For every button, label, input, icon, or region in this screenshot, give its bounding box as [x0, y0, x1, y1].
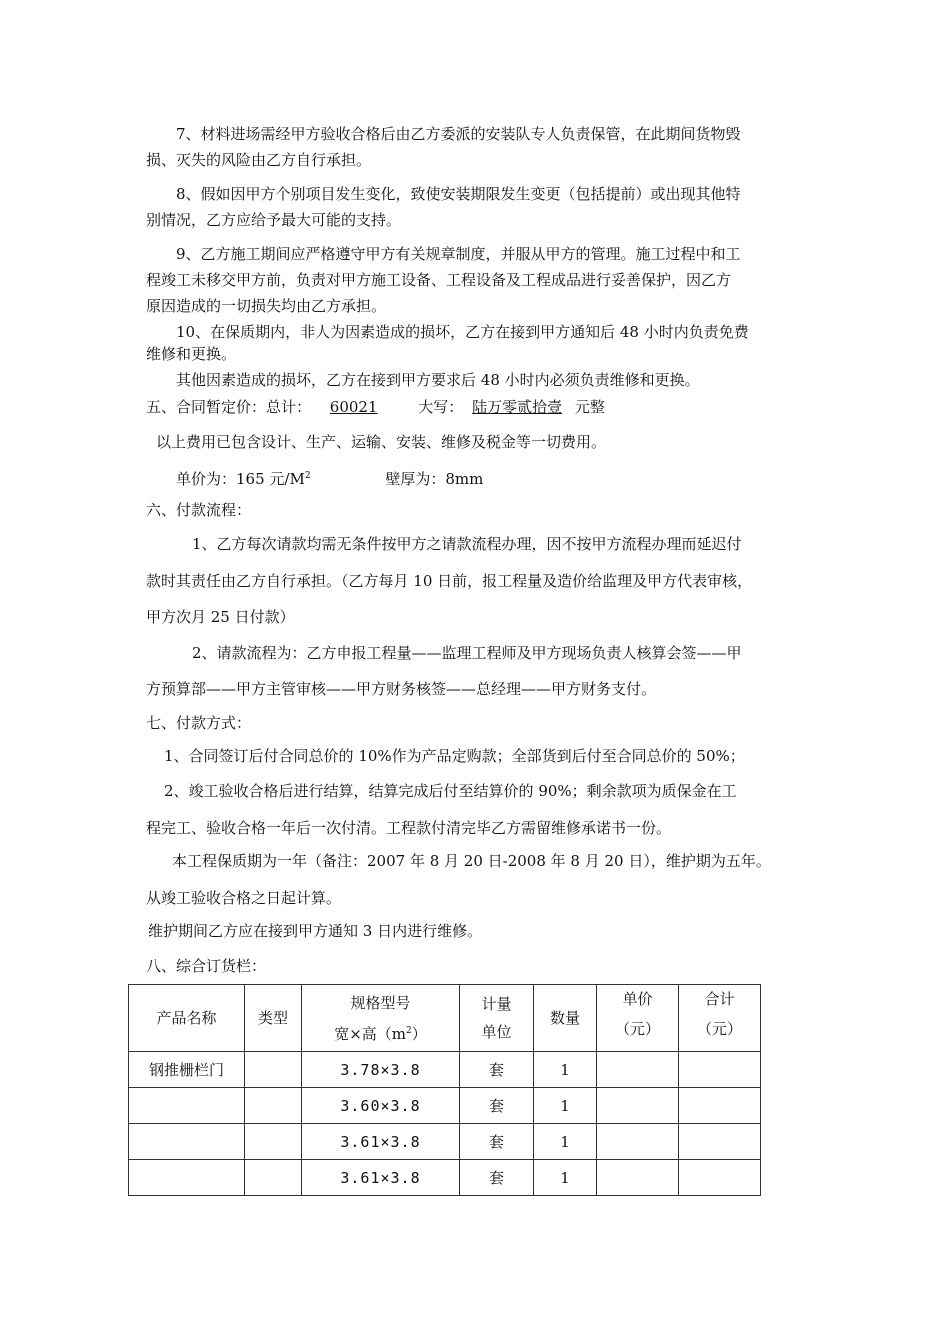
cell-total	[679, 1124, 761, 1160]
cell-unit-price	[597, 1088, 679, 1124]
cell-type	[245, 1160, 302, 1196]
clause-7-line-2: 损、灭失的风险由乙方自行承担。	[146, 151, 372, 169]
cell-type	[245, 1052, 302, 1088]
section-8-heading: 八、综合订货栏：	[146, 957, 267, 975]
header-spec-line-1: 规格型号	[350, 993, 411, 1012]
cell-total	[679, 1052, 761, 1088]
cell-spec: 3.61×3.8	[302, 1124, 460, 1160]
daxie-suffix: 元整	[574, 398, 605, 416]
header-total-line-1: 合计	[704, 990, 735, 1008]
cell-unit: 套	[460, 1160, 534, 1196]
header-qty: 数量	[534, 985, 597, 1052]
header-spec-dim: 宽×高（m	[334, 1024, 407, 1043]
unit-price-line	[176, 466, 483, 489]
maintenance-response: 维护期间乙方应在接到甲方通知 3 日内进行维修。	[148, 922, 483, 940]
cell-product-name	[129, 1088, 245, 1124]
header-total-line-2: （元）	[696, 1020, 742, 1038]
contract-price-line	[146, 397, 605, 417]
cell-product-name: 钢推栅栏门	[129, 1052, 245, 1088]
contract-total-value: 60021	[329, 398, 378, 416]
table-row	[129, 1052, 761, 1088]
fee-inclusion-note: 以上费用已包含设计、生产、运输、安装、维修及税金等一切费用。	[156, 433, 607, 451]
cell-qty: 1	[534, 1160, 597, 1196]
payment-flow-2-line-1: 2、请款流程为：乙方申报工程量——监理工程师及甲方现场负责人核算会签——甲	[192, 644, 742, 662]
payment-flow-1-line-3: 甲方次月 25 日付款）	[146, 608, 295, 626]
header-spec-close: ）	[411, 1024, 427, 1043]
wall-thickness: 壁厚为：8mm	[385, 470, 484, 488]
cell-qty: 1	[534, 1088, 597, 1124]
header-type: 类型	[245, 985, 302, 1052]
cell-unit: 套	[460, 1052, 534, 1088]
clause-9-line-2: 程竣工未移交甲方前，负责对甲方施工设备、工程设备及工程成品进行妥善保护，因乙方	[146, 271, 732, 289]
clause-9-line-3: 原因造成的一切损失均由乙方承担。	[146, 297, 387, 315]
cell-product-name	[129, 1160, 245, 1196]
header-spec-superscript: 2	[406, 1025, 412, 1036]
header-spec-line-2	[302, 1021, 459, 1044]
contract-price-label: 五、合同暂定价：总计：	[146, 398, 312, 416]
table-row	[129, 1088, 761, 1124]
header-unit-line-1: 计量	[481, 995, 512, 1013]
clause-10-line-1: 10、在保质期内，非人为因素造成的损坏，乙方在接到甲方通知后 48 小时内负责免费	[176, 323, 749, 341]
clause-8-line-2: 别情况，乙方应给予最大可能的支持。	[146, 211, 402, 229]
header-product-name: 产品名称	[129, 985, 245, 1052]
payment-method-1: 1、合同签订后付合同总价的 10%作为产品定购款；全部货到后付至合同总价的 50%；	[164, 747, 745, 765]
cell-type	[245, 1088, 302, 1124]
cell-spec: 3.60×3.8	[302, 1088, 460, 1124]
cell-unit-price	[597, 1052, 679, 1088]
header-unit-line-2: 单位	[481, 1023, 512, 1041]
payment-method-2-line-2: 程完工、验收合格一年后一次付清。工程款付清完毕乙方需留维修承诺书一份。	[146, 819, 672, 837]
payment-flow-2-line-2: 方预算部——甲方主管审核——甲方财务核签——总经理——甲方财务支付。	[146, 680, 657, 698]
from-acceptance-date: 从竣工验收合格之日起计算。	[146, 889, 342, 907]
cell-unit: 套	[460, 1124, 534, 1160]
payment-method-2-line-1: 2、竣工验收合格后进行结算，结算完成后付至结算价的 90%；剩余款项为质保金在工	[164, 782, 737, 800]
unit-price-superscript: 2	[304, 471, 311, 481]
warranty-period: 本工程保质期为一年（备注：2007 年 8 月 20 日-2008 年 8 月 20 日），维护期为五年。	[172, 852, 771, 870]
other-damage-clause: 其他因素造成的损坏，乙方在接到甲方要求后 48 小时内必须负责维修和更换。	[176, 371, 700, 389]
cell-qty: 1	[534, 1124, 597, 1160]
payment-flow-1-line-2: 款时其责任由乙方自行承担。（乙方每月 10 日前，报工程量及造价给监理及甲方代表审核，	[146, 572, 753, 590]
table-row	[129, 1160, 761, 1196]
header-unit	[460, 985, 534, 1052]
header-unit-price	[597, 985, 679, 1052]
cell-qty: 1	[534, 1052, 597, 1088]
section-6-heading: 六、付款流程：	[146, 501, 252, 519]
clause-9-line-1: 9、乙方施工期间应严格遵守甲方有关规章制度，并服从甲方的管理。施工过程中和工	[176, 245, 741, 263]
header-price-line-2: （元）	[614, 1020, 660, 1038]
section-7-heading: 七、付款方式：	[146, 714, 252, 732]
cell-product-name	[129, 1124, 245, 1160]
cell-unit-price	[597, 1124, 679, 1160]
daxie-value: 陆万零贰拾壹	[472, 398, 563, 416]
daxie-label: 大写：	[418, 398, 464, 416]
header-price-line-1: 单价	[622, 990, 653, 1008]
payment-flow-1-line-1: 1、乙方每次请款均需无条件按甲方之请款流程办理，因不按甲方流程办理而延迟付	[192, 535, 742, 553]
cell-spec: 3.61×3.8	[302, 1160, 460, 1196]
order-table-header	[129, 985, 761, 1052]
clause-10-line-2: 维修和更换。	[146, 345, 237, 363]
cell-total	[679, 1160, 761, 1196]
header-total	[679, 985, 761, 1052]
cell-unit-price	[597, 1160, 679, 1196]
cell-spec: 3.78×3.8	[302, 1052, 460, 1088]
cell-total	[679, 1088, 761, 1124]
table-row	[129, 1124, 761, 1160]
header-spec	[302, 985, 460, 1052]
unit-price: 单价为：165 元/M	[176, 470, 305, 488]
order-table	[128, 984, 761, 1196]
clause-8-line-1: 8、假如因甲方个别项目发生变化，致使安装期限发生变更（包括提前）或出现其他特	[176, 185, 741, 203]
clause-7-line-1: 7、材料进场需经甲方验收合格后由乙方委派的安装队专人负责保管，在此期间货物毁	[176, 125, 741, 143]
cell-type	[245, 1124, 302, 1160]
cell-unit: 套	[460, 1088, 534, 1124]
